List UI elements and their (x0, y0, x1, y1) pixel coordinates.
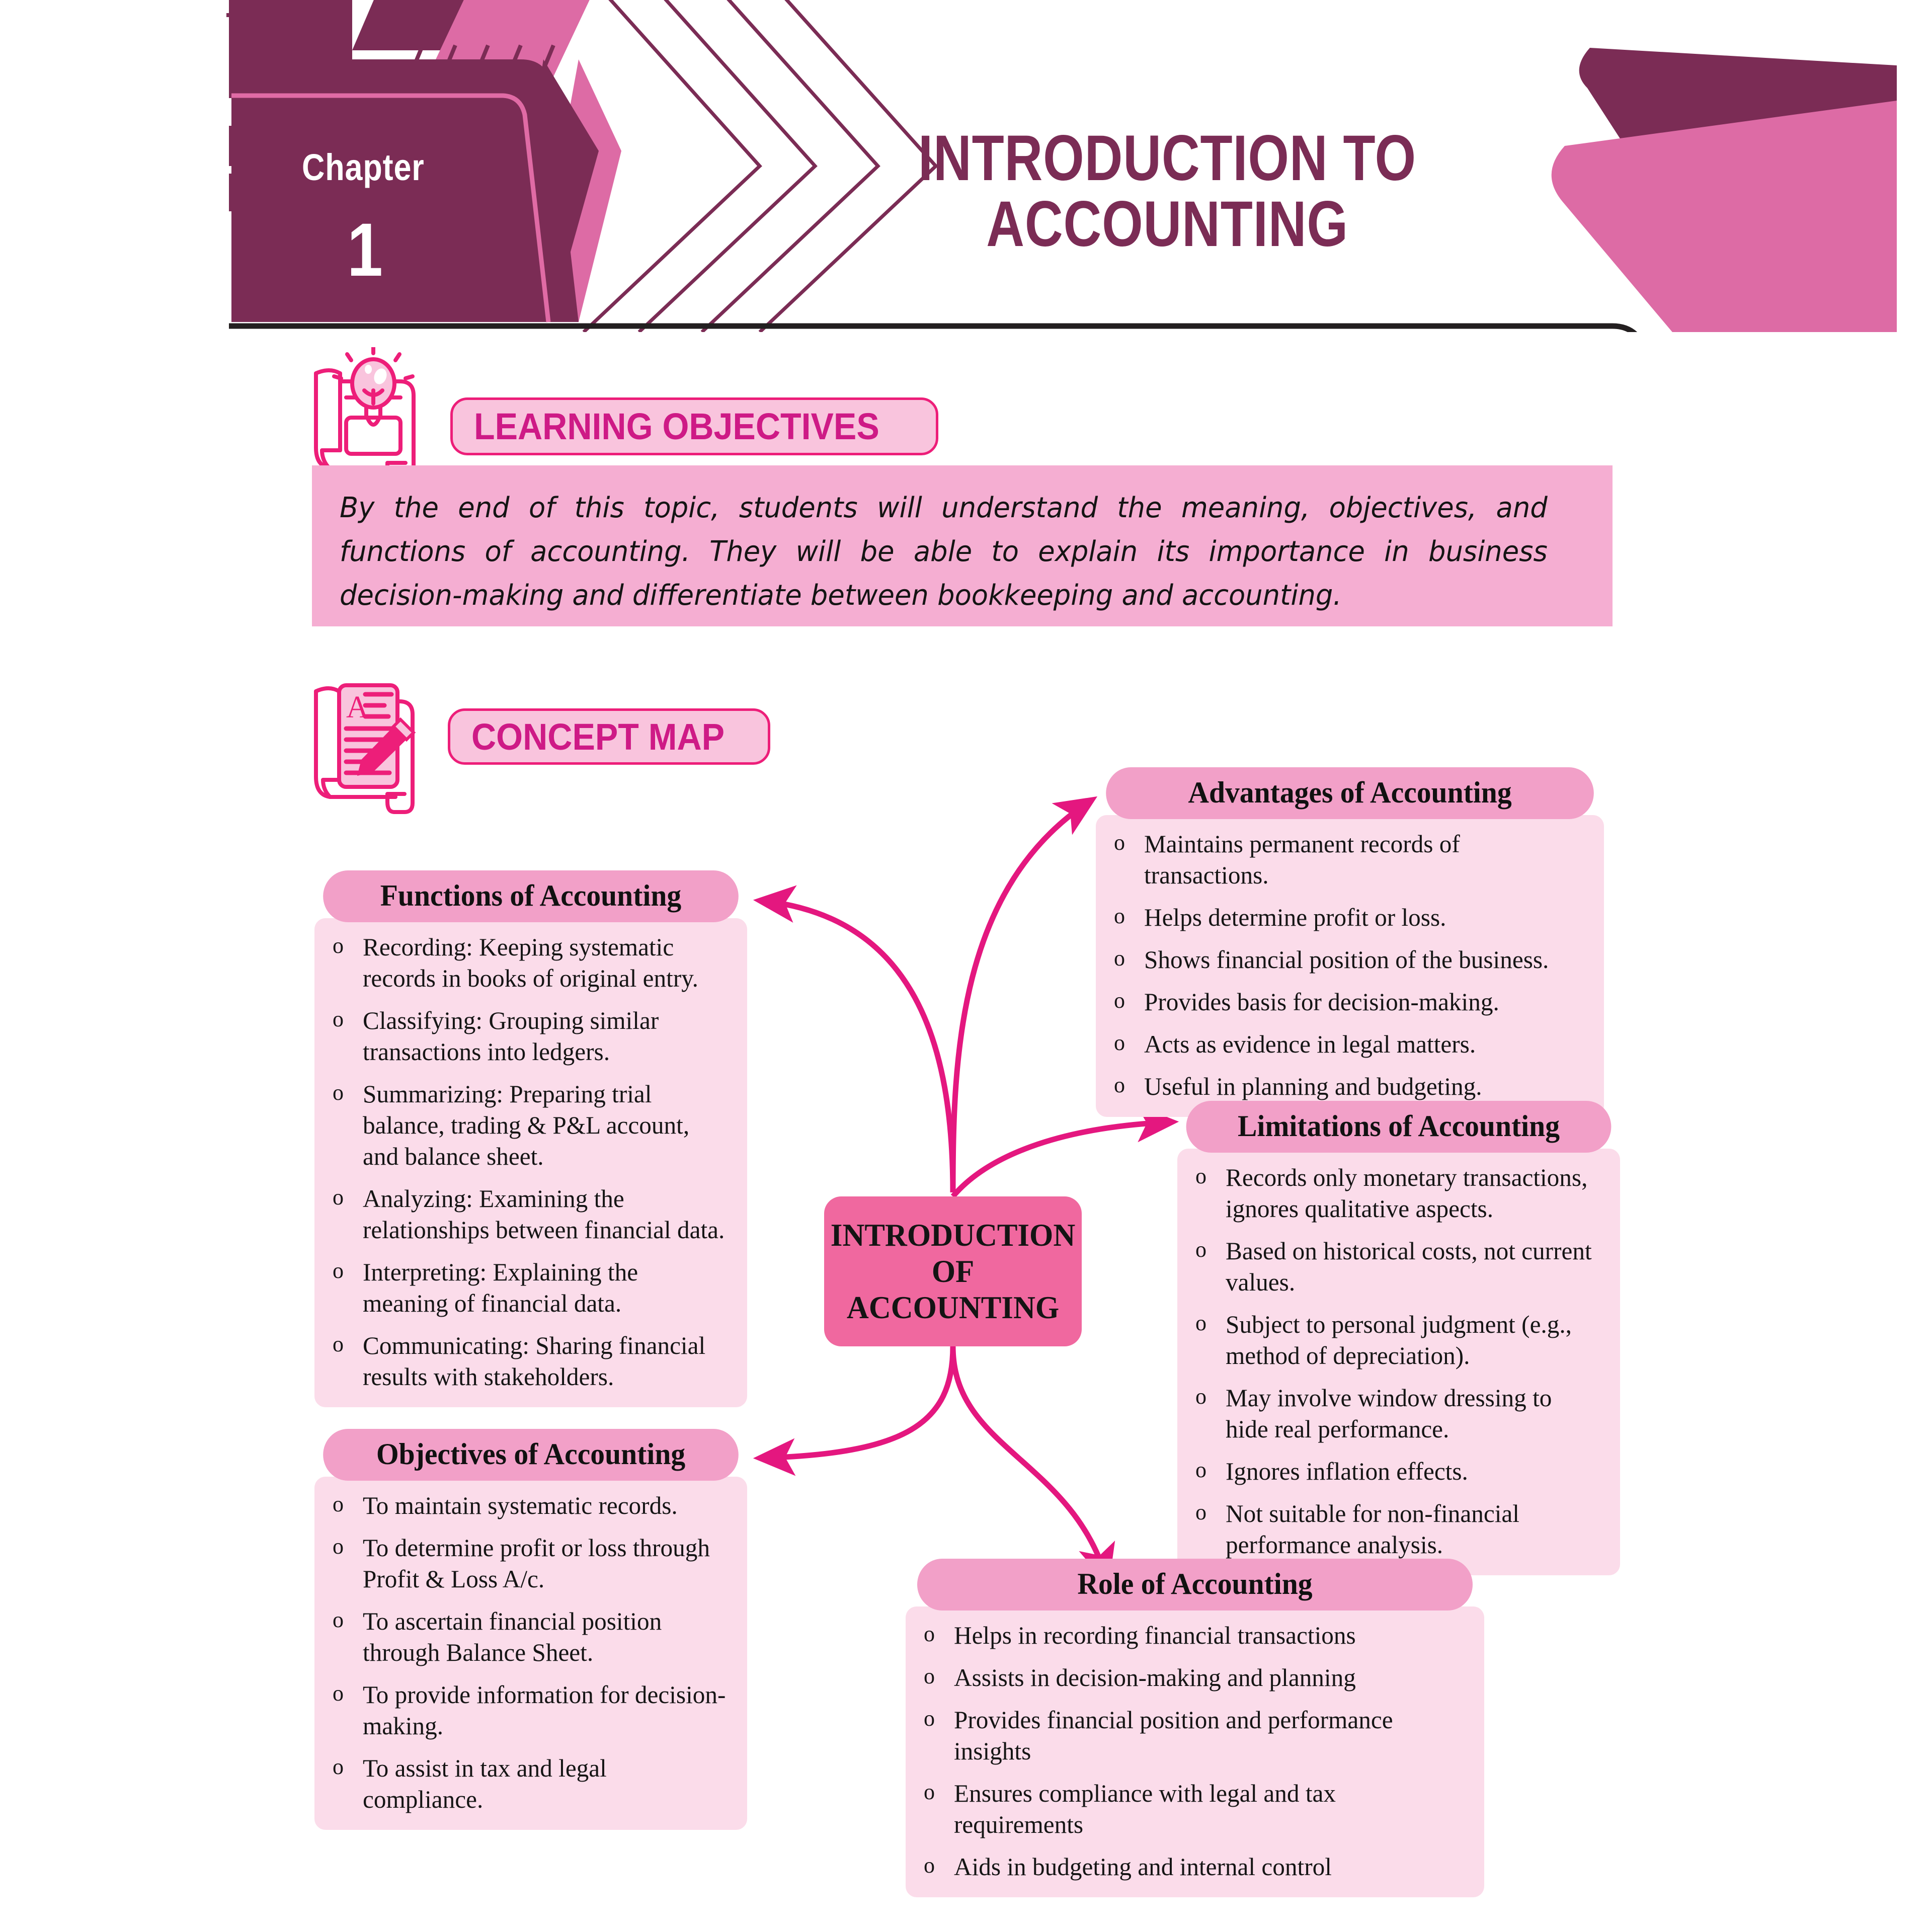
list-item: o Ensures compliance with legal and tax requirements (917, 1778, 1469, 1840)
list-item: o Shows financial position of the business. (1107, 944, 1589, 975)
node-limitations-list (1188, 1162, 1605, 1560)
list-item: o Records only monetary transactions, ignores qualitative aspects. (1188, 1162, 1605, 1224)
list-item: o Aids in budgeting and internal control (917, 1851, 1469, 1882)
bullet-icon: o (333, 1080, 344, 1105)
bullet-icon: o (333, 1680, 344, 1706)
chapter-number: 1 (347, 207, 383, 292)
node-functions (314, 870, 747, 1407)
node-functions-list (326, 931, 732, 1392)
concept-map-pill (448, 708, 770, 765)
learning-objectives-text: By the end of this topic, students will understand the meaning, objectives, and functions of accounting. They will be able to explain its importance in business decision-making and differentiate between bookkeeping and accounting. (340, 492, 1548, 612)
list-item: o Maintains permanent records of transactions. (1107, 828, 1589, 891)
bullet-icon: o (924, 1621, 935, 1646)
list-item: o Classifying: Grouping similar transactions into ledgers. (326, 1005, 732, 1067)
bullet-icon: o (1114, 1030, 1125, 1055)
list-item: o Helps determine profit or loss. (1107, 902, 1589, 933)
list-item: o Interpreting: Explaining the meaning of financial data. (326, 1256, 732, 1319)
list-item: o Based on historical costs, not current values. (1188, 1235, 1605, 1298)
node-objectives-list (326, 1490, 732, 1815)
node-role-title: Role of Accounting (917, 1559, 1473, 1611)
bullet-icon: o (1195, 1384, 1206, 1409)
list-item: o To maintain systematic records. (326, 1490, 732, 1521)
bullet-icon: o (1195, 1237, 1206, 1262)
list-item: o Not suitable for non-financial performance analysis. (1188, 1498, 1605, 1560)
list-item: o Provides financial position and performance insights (917, 1704, 1469, 1766)
bullet-icon: o (333, 1184, 344, 1210)
list-item: o Provides basis for decision-making. (1107, 986, 1589, 1017)
bullet-icon: o (1195, 1457, 1206, 1482)
bullet-icon: o (1114, 903, 1125, 928)
bullet-icon: o (1195, 1499, 1206, 1524)
page-title-line2: ACCOUNTING (986, 188, 1348, 260)
document-pencil-icon (311, 680, 452, 816)
list-item: o Acts as evidence in legal matters. (1107, 1028, 1589, 1060)
node-advantages-body (1096, 815, 1604, 1117)
node-limitations (1177, 1101, 1620, 1575)
bullet-icon: o (333, 1491, 344, 1516)
list-item: o Subject to personal judgment (e.g., method of depreciation). (1188, 1309, 1605, 1371)
bullet-icon: o (333, 1607, 344, 1632)
node-objectives-title: Objectives of Accounting (323, 1429, 739, 1481)
learning-objectives-label: LEARNING OBJECTIVES (474, 406, 879, 447)
list-item: o Ignores inflation effects. (1188, 1456, 1605, 1487)
central-node-line3: ACCOUNTING (846, 1289, 1060, 1325)
list-item: o Summarizing: Preparing trial balance, trading & P&L account, and balance sheet. (326, 1078, 732, 1172)
page-title (895, 122, 1439, 260)
bullet-icon: o (1114, 1072, 1125, 1097)
list-item: o Useful in planning and budgeting. (1107, 1071, 1589, 1102)
bullet-icon: o (333, 1534, 344, 1559)
concept-map-label: CONCEPT MAP (471, 715, 725, 758)
learning-objectives-pill (450, 397, 938, 455)
bullet-icon: o (924, 1779, 935, 1804)
node-role-body (906, 1606, 1484, 1897)
list-item: o May involve window dressing to hide real performance. (1188, 1382, 1605, 1444)
node-limitations-body (1177, 1149, 1620, 1575)
node-advantages-list (1107, 828, 1589, 1102)
bullet-icon: o (924, 1706, 935, 1731)
node-advantages-title: Advantages of Accounting (1106, 767, 1594, 819)
central-node-label (831, 1217, 1075, 1325)
bullet-icon: o (924, 1663, 935, 1688)
list-item: o To assist in tax and legal compliance. (326, 1752, 732, 1815)
central-node-line2: OF (931, 1253, 975, 1290)
svg-text:A: A (346, 690, 369, 725)
node-limitations-title: Limitations of Accounting (1186, 1101, 1612, 1153)
list-item: o Recording: Keeping systematic records in books of original entry. (326, 931, 732, 994)
list-item: o To provide information for decision-making. (326, 1679, 732, 1741)
list-item: o To ascertain financial position through Balance Sheet. (326, 1605, 732, 1668)
bullet-icon: o (333, 1258, 344, 1283)
bullet-icon: o (333, 933, 344, 958)
page-title-line1: INTRODUCTION TO (918, 122, 1416, 194)
list-item: o Assists in decision-making and planning (917, 1662, 1469, 1693)
bullet-icon: o (1195, 1310, 1206, 1335)
node-role (906, 1559, 1484, 1897)
bullet-icon: o (924, 1853, 935, 1878)
node-functions-title: Functions of Accounting (323, 870, 739, 922)
list-item: o To determine profit or loss through Profit & Loss A/c. (326, 1532, 732, 1594)
bullet-icon: o (1114, 945, 1125, 971)
bullet-icon: o (333, 1331, 344, 1356)
node-functions-body (314, 918, 747, 1407)
chapter-word: Chapter (302, 146, 425, 188)
central-node-line1: INTRODUCTION (830, 1217, 1076, 1253)
node-objectives (314, 1429, 747, 1830)
list-item: o Helps in recording financial transactions (917, 1620, 1469, 1651)
node-objectives-body (314, 1477, 747, 1830)
learning-objectives-body (312, 465, 1613, 626)
node-advantages (1096, 767, 1604, 1117)
central-node (824, 1196, 1082, 1346)
bullet-icon: o (333, 1006, 344, 1031)
bullet-icon: o (333, 1754, 344, 1779)
bullet-icon: o (1114, 988, 1125, 1013)
bullet-icon: o (1195, 1163, 1206, 1188)
list-item: o Communicating: Sharing financial results with stakeholders. (326, 1330, 732, 1392)
list-item: o Analyzing: Examining the relationships between financial data. (326, 1183, 732, 1245)
bullet-icon: o (1114, 830, 1125, 855)
node-role-list (917, 1620, 1469, 1882)
